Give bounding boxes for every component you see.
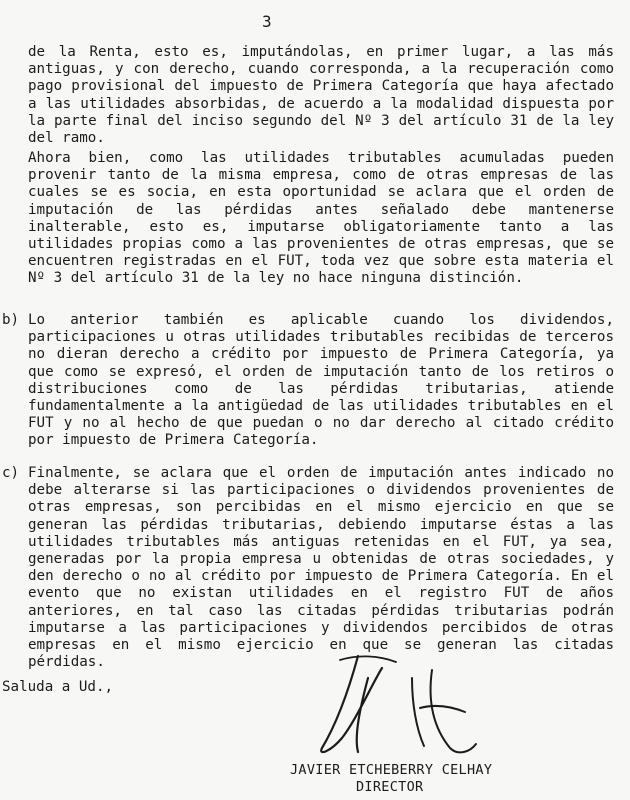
item-c-text: Finalmente, se aclara que el orden de imputación antes indicado no debe alterarse si las participaciones o dividendos provenientes de otras empresas, son percibidas en el mismo ejercicio en que se generan las pérdidas tributarias, debiendo imputarse éstas a las utilidades tributables más antiguas retenidas en el FUT, ya sea, generadas por la propia empresa u obtenidas de otras sociedades, y den derecho o no al crédito por impuesto de Primera Categoría. En el evento que no existan utilidades en el registro FUT de años anteriores, en tal caso las citadas pérdidas tributarias podrán imputarse a las participaciones y dividendos percibidos de otras empresas en el mismo ejercicio en que se generan las citadas pérdidas. [28,465,614,671]
item-b-marker: b) [2,312,20,328]
paragraph-continuation: de la Renta, esto es, imputándolas, en primer lugar, a las más antiguas, y con derecho, cuando corresponda, a la recuperación como pago provisional del impuesto de Primera Categoría que haya afectado a las utilidades absorbidas, de acuerdo a la modalidad dispuesta por la parte final del inciso segundo del Nº 3 del artículo 31 de la ley del ramo. [28,44,614,147]
signer-title: DIRECTOR [356,779,424,795]
closing-salutation: Saluda a Ud., [2,679,114,695]
handwritten-signature [300,648,500,768]
item-c-marker: c) [2,465,20,481]
paragraph-ahora-bien: Ahora bien, como las utilidades tributables acumuladas pueden provenir tanto de la misma empresa, como de otras empresas de las cuales se es socia, en esta oportunidad se aclara que el orden de imputación de las pérdidas antes señalado debe mantenerse inalterable, esto es, imputarse obligatoriamente tanto a las utilidades propias como a las provenientes de otras empresas, que se encuentren registradas en el FUT, toda vez que sobre esta materia el Nº 3 del artículo 31 de la ley no hace ninguna distinción. [28,150,614,287]
page-number: 3 [262,12,272,31]
signer-name: JAVIER ETCHEBERRY CELHAY [290,762,493,778]
item-b-text: Lo anterior también es aplicable cuando los dividendos, participaciones u otras utilidades tributables recibidas de terceros no dieran derecho a crédito por impuesto de Primera Categoría, ya que como se expresó, el orden de imputación tanto de los retiros o distribuciones como de las pérdidas tributarias, atiende fundamentalmente a la antigüedad de las utilidades tributables en el FUT y no al hecho de que puedan o no dar derecho al citado crédito por impuesto de Primera Categoría. [28,312,614,449]
